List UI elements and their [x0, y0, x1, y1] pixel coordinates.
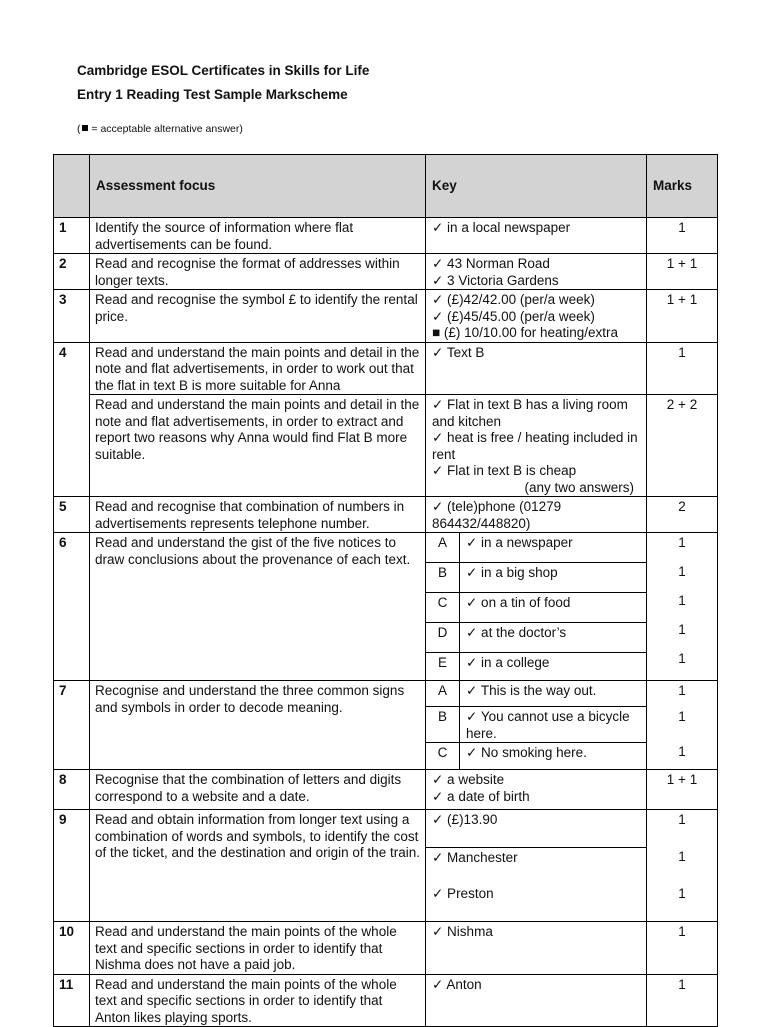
- marks: 1 + 1: [647, 770, 718, 810]
- header-key: Key: [426, 155, 647, 218]
- marks: 1: [647, 922, 718, 975]
- doc-title: Cambridge ESOL Certificates in Skills for Life: [77, 63, 370, 78]
- question-number: 1: [54, 218, 90, 254]
- marks: 1 + 1: [647, 290, 718, 343]
- marks: 1: [647, 218, 718, 254]
- table-row: [54, 290, 718, 343]
- assessment-focus: Read and understand the main points of the whole text and specific sections in order to identify that Nishma does not have a paid job.: [90, 922, 426, 975]
- table-row: [54, 770, 718, 810]
- key-subrow: C ✓ on a tin of food: [426, 592, 646, 622]
- table-header-row: [54, 155, 718, 218]
- header-focus: Assessment focus: [90, 155, 426, 218]
- answer-key: ✓ (£)13.90 ✓ Manchester ✓ Preston: [426, 810, 647, 922]
- assessment-focus: Recognise and understand the three common signs and symbols in order to decode meaning.: [90, 681, 426, 770]
- marks: 2: [647, 497, 718, 533]
- answer-key: [426, 533, 647, 681]
- legend-note: ( = acceptable alternative answer): [77, 123, 243, 135]
- header-marks: Marks: [647, 155, 718, 218]
- assessment-focus: Identify the source of information where flat advertisements can be found.: [90, 218, 426, 254]
- marks: 1: [647, 342, 718, 395]
- marks: 1 1 1 1 1: [647, 533, 718, 681]
- question-number: 5: [54, 497, 90, 533]
- table-row: [54, 254, 718, 290]
- marks: 2 + 2: [647, 395, 718, 497]
- answer-key: ✓ Text B: [426, 342, 647, 395]
- markscheme-table: [53, 154, 718, 1027]
- answer-key: ✓ 43 Norman Road ✓ 3 Victoria Gardens: [426, 254, 647, 290]
- table-row: [54, 810, 718, 922]
- answer-key: ✓ Anton: [426, 974, 647, 1027]
- table-row: [54, 218, 718, 254]
- answer-key: ✓ Nishma: [426, 922, 647, 975]
- key-subrow: A ✓ in a newspaper: [426, 533, 646, 562]
- key-subrow: E ✓ in a college: [426, 652, 646, 680]
- marks: 1 + 1: [647, 254, 718, 290]
- assessment-focus: Read and obtain information from longer text using a combination of words and symbols, to identify the cost of the ticket, and the destination and origin of the train.: [90, 810, 426, 922]
- question-number: 3: [54, 290, 90, 343]
- key-subrow: B ✓ You cannot use a bicycle here.: [426, 706, 646, 742]
- key-subrow: D ✓ at the doctor’s: [426, 622, 646, 652]
- assessment-focus: Read and recognise the format of addresses within longer texts.: [90, 254, 426, 290]
- any-two-note: (any two answers): [524, 479, 634, 495]
- assessment-focus: Read and recognise that combination of numbers in advertisements represents telephone number.: [90, 497, 426, 533]
- table-row: [54, 342, 718, 395]
- assessment-focus: Read and understand the main points of the whole text and specific sections in order to identify that Anton likes playing sports.: [90, 974, 426, 1027]
- marks: 1 1 1: [647, 810, 718, 922]
- answer-key: ✓ a website ✓ a date of birth: [426, 770, 647, 810]
- question-number: 10: [54, 922, 90, 975]
- answer-key: [426, 681, 647, 770]
- assessment-focus: Read and understand the main points and detail in the note and flat advertisements, in order to work out that the flat in text B is more suitable for Anna: [90, 342, 426, 395]
- question-number: 6: [54, 533, 90, 681]
- table-row: [54, 533, 718, 681]
- header-num-cell: [54, 155, 90, 218]
- answer-key: ✓ (tele)phone (01279 864432/448820): [426, 497, 647, 533]
- assessment-focus: Read and recognise the symbol £ to identify the rental price.: [90, 290, 426, 343]
- table-row: [54, 395, 718, 497]
- table-row: [54, 681, 718, 770]
- table-row: [54, 974, 718, 1027]
- assessment-focus: Read and understand the gist of the five notices to draw conclusions about the provenance of each text.: [90, 533, 426, 681]
- answer-key: ✓ in a local newspaper: [426, 218, 647, 254]
- question-number: 9: [54, 810, 90, 922]
- question-number: 11: [54, 974, 90, 1027]
- key-subrow: B ✓ in a big shop: [426, 562, 646, 592]
- answer-key: ✓ (£)42/42.00 (per/a week) ✓ (£)45/45.00 (per/a week) ■ (£) 10/10.00 for heating/extra: [426, 290, 647, 343]
- doc-subtitle: Entry 1 Reading Test Sample Markscheme: [77, 87, 348, 102]
- table-row: [54, 922, 718, 975]
- assessment-focus: Read and understand the main points and detail in the note and flat advertisements, in order to extract and report two reasons why Anna would find Flat B more suitable.: [90, 395, 426, 497]
- question-number: 2: [54, 254, 90, 290]
- key-subrow: C ✓ No smoking here.: [426, 742, 646, 769]
- marks: 1 1 1: [647, 681, 718, 770]
- alternative-answer-square-icon: [82, 125, 88, 131]
- question-number: 4: [54, 342, 90, 497]
- answer-key: ✓ Flat in text B has a living room and kitchen ✓ heat is free / heating included in rent ✓ Flat in text B is cheap (any two answers): [426, 395, 647, 497]
- question-number: 7: [54, 681, 90, 770]
- assessment-focus: Recognise that the combination of letters and digits correspond to a website and a date.: [90, 770, 426, 810]
- key-subrow: A ✓ This is the way out.: [426, 681, 646, 706]
- question-number: 8: [54, 770, 90, 810]
- table-row: [54, 497, 718, 533]
- marks: 1: [647, 974, 718, 1027]
